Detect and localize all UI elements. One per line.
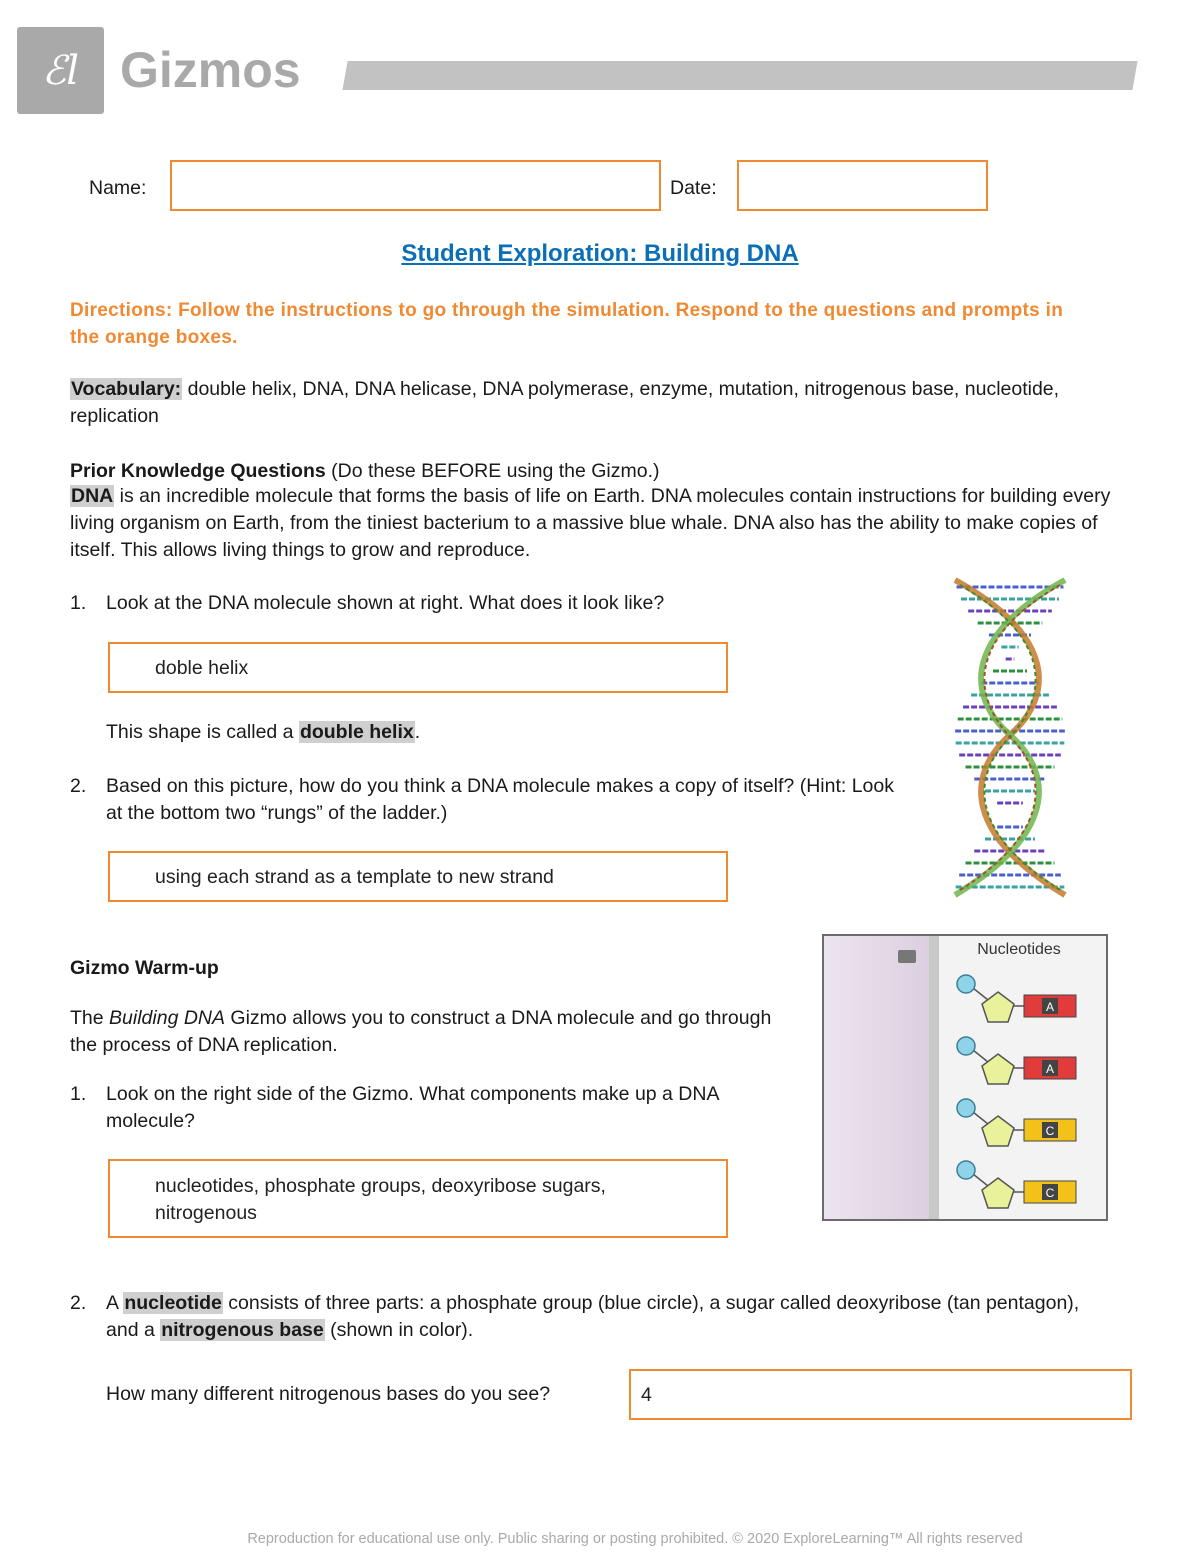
sugar-icon bbox=[982, 1116, 1014, 1146]
phosphate-icon bbox=[957, 975, 975, 993]
panel-title: Nucleotides bbox=[977, 941, 1061, 958]
nucleotide-term: nucleotide bbox=[124, 1292, 222, 1314]
double-helix-term: double helix bbox=[299, 721, 414, 743]
warmup-intro-start: The bbox=[70, 1007, 110, 1029]
phosphate-icon bbox=[957, 1037, 975, 1055]
prior-intro bbox=[70, 483, 1120, 564]
q2-number: 2. bbox=[70, 775, 87, 797]
w1-answer: nucleotides, phosphate groups, deoxyribose sugars, nitrogenous bbox=[155, 1175, 606, 1224]
prior-intro-text: is an incredible molecule that forms the basis of life on Earth. DNA molecules contain instructions for building every living organism on Earth, from the tiniest bacterium to a massive blue whale. DNA also has the ability to make copies of itself. This allows living things to grow and reproduce. bbox=[70, 485, 1111, 561]
camera-icon bbox=[898, 950, 916, 963]
q1-number: 1. bbox=[70, 592, 87, 614]
logo-badge bbox=[17, 27, 104, 114]
base-letter: A bbox=[1045, 1062, 1055, 1076]
q1-followup-end: . bbox=[414, 721, 421, 743]
w2-number: 2. bbox=[70, 1292, 87, 1314]
gizmo-name: Building DNA bbox=[109, 1007, 226, 1029]
q1-answer-box[interactable] bbox=[108, 642, 728, 693]
warmup-intro-rest: Gizmo allows you to construct a DNA molecule and go through the process of DNA replication. bbox=[70, 1007, 772, 1056]
q2-text: Based on this picture, how do you think a DNA molecule makes a copy of itself? (Hint: Look at the bottom two “rungs” of the ladder.) bbox=[106, 775, 894, 824]
nucleotide bbox=[957, 975, 1076, 1022]
prior-knowledge-heading bbox=[70, 458, 660, 485]
sugar-icon bbox=[982, 1054, 1014, 1084]
w2-text-3: (shown in color). bbox=[324, 1319, 474, 1341]
w1-answer-box[interactable] bbox=[108, 1159, 728, 1238]
w2-answer: 4 bbox=[641, 1384, 652, 1406]
nucleotide bbox=[957, 1037, 1076, 1084]
dna-term: DNA bbox=[71, 485, 114, 507]
prior-heading-bold: Prior Knowledge Questions bbox=[70, 460, 326, 482]
gizmo-divider bbox=[929, 936, 939, 1221]
brand-name: Gizmos bbox=[120, 42, 301, 98]
w2-answer-box[interactable] bbox=[629, 1369, 1132, 1420]
w2-text-2: consists of three parts: a phosphate group (blue circle), a sugar called deoxyribose (tan pentagon), and a bbox=[106, 1292, 1080, 1341]
prior-heading-note: (Do these BEFORE using the Gizmo.) bbox=[325, 460, 660, 482]
base-letter: C bbox=[1045, 1124, 1055, 1138]
w2-question: How many different nitrogenous bases do you see? bbox=[106, 1383, 551, 1405]
phosphate-icon bbox=[957, 1161, 975, 1179]
name-label: Name: bbox=[89, 177, 147, 199]
dna-helix-image bbox=[935, 575, 1085, 900]
name-field[interactable] bbox=[170, 160, 661, 211]
q1-text: Look at the DNA molecule shown at right. What does it look like? bbox=[106, 592, 665, 614]
nucleotide bbox=[957, 1161, 1076, 1208]
vocabulary-text: double helix, DNA, DNA helicase, DNA polymerase, enzyme, mutation, nitrogenous base, nucleotide, replication bbox=[70, 378, 1060, 427]
q1-followup bbox=[106, 719, 420, 746]
vocabulary-label: Vocabulary: bbox=[71, 378, 182, 400]
nucleotide bbox=[957, 1099, 1076, 1146]
q1-followup-text: This shape is called a bbox=[106, 721, 299, 743]
directions: Directions: Follow the instructions to go through the simulation. Respond to the questions and prompts in the orange boxes. bbox=[70, 300, 1064, 348]
page-title: Student Exploration: Building DNA bbox=[401, 240, 799, 267]
logo-icon: ℰl bbox=[41, 47, 79, 94]
date-label: Date: bbox=[670, 177, 717, 199]
q1-answer: doble helix bbox=[155, 657, 249, 679]
sugar-icon bbox=[982, 1178, 1014, 1208]
w2-text bbox=[106, 1290, 1106, 1344]
date-field[interactable] bbox=[737, 160, 988, 211]
base-letter: C bbox=[1045, 1186, 1055, 1200]
gizmo-screenshot bbox=[822, 934, 1108, 1221]
footer: Reproduction for educational use only. Public sharing or posting prohibited. © 2020 ExploreLearning™ All rights reserved bbox=[247, 1531, 1023, 1547]
q2-answer-box[interactable] bbox=[108, 851, 728, 902]
vocabulary bbox=[70, 376, 1080, 430]
base-letter: A bbox=[1045, 1000, 1055, 1014]
gizmo-cell-area bbox=[824, 936, 929, 1221]
w1-number: 1. bbox=[70, 1083, 87, 1105]
nitrogenous-base-term: nitrogenous base bbox=[161, 1319, 324, 1341]
w2-text-1: A bbox=[106, 1292, 124, 1314]
warmup-intro bbox=[70, 1005, 790, 1059]
phosphate-icon bbox=[957, 1099, 975, 1117]
header-bar bbox=[342, 61, 1137, 90]
warmup-heading: Gizmo Warm-up bbox=[70, 957, 219, 979]
q2-answer: using each strand as a template to new strand bbox=[155, 866, 554, 888]
w1-text: Look on the right side of the Gizmo. What components make up a DNA molecule? bbox=[106, 1083, 719, 1132]
sugar-icon bbox=[982, 992, 1014, 1022]
